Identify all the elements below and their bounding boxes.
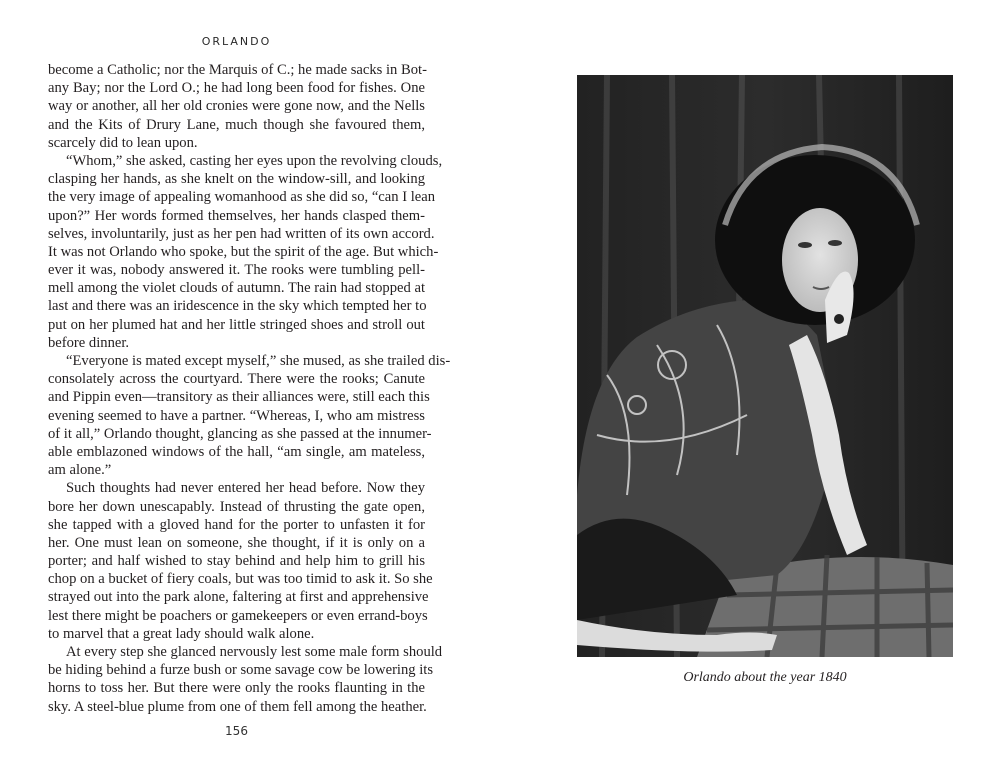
- text-line: to marvel that a great lady should walk alone.: [48, 625, 315, 642]
- ring: [834, 314, 844, 324]
- text-line: evening seemed to have a partner. “Whereas, I, who am mistress: [48, 407, 425, 424]
- text-line: It was not Orlando who spoke, but the spirit of the age. But which-: [48, 243, 439, 260]
- paragraph: [48, 152, 443, 352]
- text-line: clasping her hands, as she knelt on the window-sill, and looking: [48, 171, 425, 188]
- text-line: sky. A steel-blue plume from one of them fell among the heather.: [48, 698, 427, 715]
- text-line: able emblazoned windows of the hall, “am single, am mateless,: [48, 443, 425, 460]
- paragraph: [48, 479, 433, 643]
- photo-caption: Orlando about the year 1840: [683, 670, 847, 685]
- text-line: At every step she glanced nervously lest some male form should: [66, 644, 443, 660]
- text-line: any Bay; nor the Lord O.; he had long been food for fishes. One: [48, 80, 425, 97]
- text-line: “Whom,” she asked, casting her eyes upon the revolving clouds,: [66, 152, 443, 169]
- portrait-illustration: [577, 75, 953, 657]
- text-line: the very image of appealing womanhood as she did so, “can I lean: [48, 189, 436, 206]
- paragraph: [48, 352, 451, 479]
- page-number: 156: [225, 724, 248, 738]
- text-line: of it all,” Orlando thought, glancing as she passed at the innumer-: [48, 425, 432, 442]
- text-line: be hiding behind a furze bush or some savage cow be lowering its: [48, 662, 434, 679]
- text-line: chop on a bucket of fiery coals, but was too timid to ask it. So she: [48, 571, 433, 588]
- text-line: put on her plumed hat and her little stringed shoes and stroll out: [48, 316, 425, 333]
- text-line: last and there was an iridescence in the sky which tempted her to: [48, 298, 427, 315]
- paragraph: [48, 61, 425, 152]
- text-line: her. One must lean on someone, she thought, if it is only on a: [48, 534, 425, 551]
- text-line: consolately across the courtyard. There were the rooks; Canute: [48, 371, 425, 388]
- text-line: she tapped with a gloved hand for the porter to unfasten it for: [48, 516, 425, 533]
- text-line: and Pippin even—transitory as their alliances were, still each this: [48, 389, 430, 406]
- text-line: bore her down unescapably. Instead of thrusting the gate open,: [48, 498, 425, 515]
- text-line: upon?” Her words formed themselves, her hands clasped them-: [48, 207, 425, 224]
- text-line: strayed out into the park alone, faltering at first and apprehensive: [48, 589, 429, 606]
- text-line: and the Kits of Drury Lane, much though she favoured them,: [48, 116, 425, 133]
- running-head: ORLANDO: [201, 35, 272, 48]
- text-line: lest there might be poachers or gamekeepers or even errand-boys: [48, 607, 428, 624]
- text-line: horns to toss her. But there were only the rooks flaunting in the: [48, 680, 425, 697]
- text-line: selves, involuntarily, just as her pen had written of its own accord.: [48, 225, 435, 242]
- body-text: [48, 61, 451, 716]
- photograph-plate: [577, 75, 953, 657]
- text-line: scarcely did to lean upon.: [48, 134, 198, 151]
- text-line: am alone.”: [48, 462, 112, 479]
- text-line: way or another, all her old cronies were gone now, and the Nells: [48, 98, 425, 115]
- text-line: before dinner.: [48, 334, 130, 351]
- text-line: ever it was, nobody answered it. The rooks were tumbling pell-: [48, 262, 425, 279]
- paragraph: [48, 643, 443, 716]
- text-line: mell among the violet clouds of autumn. The rain had stopped at: [48, 280, 425, 297]
- text-line: Such thoughts had never entered her head before. Now they: [66, 480, 425, 497]
- text-line: porter; and half wished to stay behind and help him to grill his: [48, 553, 425, 570]
- text-line: become a Catholic; nor the Marquis of C.; he made sacks in Bot-: [48, 62, 427, 78]
- text-line: “Everyone is mated except myself,” she mused, as she trailed dis-: [66, 353, 451, 369]
